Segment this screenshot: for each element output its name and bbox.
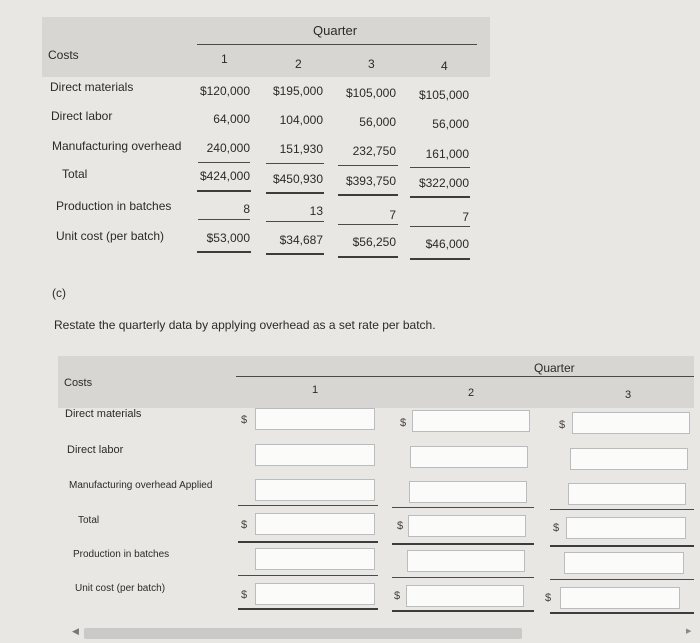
- bottom-quarter-1: 1: [312, 384, 319, 396]
- q1-direct-materials-input[interactable]: [255, 408, 375, 430]
- bottom-costs-label: Costs: [64, 377, 93, 389]
- horizontal-scrollbar[interactable]: [84, 628, 522, 639]
- top-cell: $53,000: [206, 231, 250, 245]
- dollar-sign: $: [545, 592, 552, 604]
- top-cell: $393,750: [345, 174, 396, 188]
- bottom-total-rule: [550, 545, 694, 547]
- q1-production-input[interactable]: [255, 548, 375, 570]
- q3-production-input[interactable]: [564, 552, 684, 574]
- top-cell: 104,000: [279, 113, 323, 127]
- top-total-rule: [410, 196, 470, 198]
- top-cell: 8: [243, 202, 250, 216]
- bottom-row-label-overhead-applied: Manufacturing overhead Applied: [69, 480, 213, 491]
- top-cell: $195,000: [272, 84, 323, 98]
- q1-direct-labor-input[interactable]: [255, 444, 375, 466]
- top-cell: $105,000: [418, 88, 469, 102]
- dollar-sign: $: [241, 589, 248, 601]
- top-quarter-3: 3: [368, 57, 375, 71]
- dollar-sign: $: [241, 414, 248, 426]
- scroll-right-arrow-icon[interactable]: ▶: [686, 628, 692, 635]
- top-costs-label: Costs: [48, 48, 79, 62]
- q3-overhead-applied-input[interactable]: [568, 483, 686, 505]
- q2-total-input[interactable]: [408, 515, 526, 537]
- part-label: (c): [52, 286, 66, 300]
- top-cell: 13: [309, 204, 323, 218]
- top-quarter-rule: [197, 44, 477, 45]
- bottom-unit-cost-rule: [550, 612, 694, 614]
- bottom-subtotal-rule: [238, 505, 378, 506]
- bottom-batch-rule: [392, 577, 534, 578]
- top-unit-cost-rule: [338, 256, 398, 258]
- q2-overhead-applied-input[interactable]: [409, 481, 527, 503]
- bottom-subtotal-rule: [550, 509, 694, 510]
- q2-unit-cost-input[interactable]: [406, 585, 524, 607]
- q3-unit-cost-input[interactable]: [560, 587, 680, 609]
- q2-direct-materials-input[interactable]: [412, 410, 530, 432]
- q1-overhead-applied-input[interactable]: [255, 479, 375, 501]
- top-total-rule: [266, 192, 324, 194]
- bottom-table-header-band: [58, 356, 694, 408]
- dollar-sign: $: [553, 522, 560, 534]
- top-cell: 151,930: [279, 142, 323, 156]
- top-cell: 161,000: [425, 147, 469, 161]
- top-row-label-direct-labor: Direct labor: [51, 109, 113, 123]
- top-subtotal-rule: [338, 165, 398, 166]
- dollar-sign: $: [397, 520, 404, 532]
- instruction-text: Restate the quarterly data by applying overhead as a set rate per batch.: [54, 318, 436, 332]
- bottom-batch-rule: [238, 575, 378, 576]
- q3-total-input[interactable]: [566, 517, 686, 539]
- top-table-header-band: [42, 17, 490, 77]
- q2-direct-labor-input[interactable]: [410, 446, 528, 468]
- bottom-quarter-2: 2: [468, 387, 475, 399]
- top-batch-rule: [338, 224, 398, 225]
- bottom-row-label-direct-labor: Direct labor: [67, 444, 124, 456]
- top-quarter-1: 1: [221, 52, 228, 66]
- bottom-subtotal-rule: [392, 507, 534, 508]
- top-quarter-4: 4: [441, 59, 448, 73]
- top-total-rule: [338, 194, 398, 196]
- q2-production-input[interactable]: [407, 550, 525, 572]
- top-cell: 64,000: [213, 112, 250, 126]
- q1-unit-cost-input[interactable]: [255, 583, 375, 605]
- bottom-row-label-direct-materials: Direct materials: [65, 408, 142, 420]
- top-subtotal-rule: [266, 163, 324, 164]
- bottom-batch-rule: [550, 579, 694, 580]
- bottom-unit-cost-rule: [238, 608, 378, 610]
- top-cell: $34,687: [279, 233, 323, 247]
- bottom-unit-cost-rule: [392, 610, 534, 612]
- q3-direct-labor-input[interactable]: [570, 448, 688, 470]
- top-cell: 56,000: [359, 115, 396, 129]
- bottom-row-label-total: Total: [78, 515, 100, 526]
- top-unit-cost-rule: [266, 253, 324, 255]
- top-quarter-title: Quarter: [313, 23, 358, 38]
- bottom-total-rule: [392, 543, 534, 545]
- top-cell: 56,000: [432, 117, 469, 131]
- bottom-row-label-unit-cost: Unit cost (per batch): [75, 583, 166, 594]
- top-batch-rule: [410, 226, 470, 227]
- bottom-quarter-3: 3: [625, 389, 632, 401]
- top-cell: 240,000: [206, 141, 250, 155]
- dollar-sign: $: [559, 419, 566, 431]
- top-cell: $450,930: [272, 172, 323, 186]
- bottom-total-rule: [238, 541, 378, 543]
- top-cell: $56,250: [352, 235, 396, 249]
- top-cell: $322,000: [418, 176, 469, 190]
- top-cell: 232,750: [352, 144, 396, 158]
- top-subtotal-rule: [410, 167, 470, 168]
- dollar-sign: $: [241, 519, 248, 531]
- top-row-label-production: Production in batches: [56, 199, 172, 213]
- dollar-sign: $: [400, 417, 407, 429]
- bottom-quarter-title: Quarter: [534, 361, 575, 375]
- dollar-sign: $: [394, 590, 401, 602]
- top-unit-cost-rule: [410, 258, 470, 260]
- q3-direct-materials-input[interactable]: [572, 412, 690, 434]
- top-cell: 7: [389, 208, 396, 222]
- top-total-rule: [197, 190, 251, 192]
- top-row-label-manufacturing-overhead: Manufacturing overhead: [52, 139, 182, 153]
- top-cell: $46,000: [425, 237, 469, 251]
- top-cell: $105,000: [345, 86, 396, 100]
- bottom-quarter-rule: [236, 376, 694, 377]
- top-row-label-unit-cost: Unit cost (per batch): [56, 229, 165, 243]
- top-cell: 7: [462, 210, 469, 224]
- bottom-row-label-production: Production in batches: [73, 549, 170, 560]
- q1-total-input[interactable]: [255, 513, 375, 535]
- top-batch-rule: [198, 219, 250, 220]
- top-cell: $424,000: [199, 169, 250, 183]
- top-row-label-total: Total: [62, 167, 88, 181]
- top-unit-cost-rule: [197, 251, 251, 253]
- top-batch-rule: [266, 221, 324, 222]
- top-cell: $120,000: [199, 84, 250, 98]
- top-subtotal-rule: [198, 162, 250, 163]
- top-row-label-direct-materials: Direct materials: [50, 80, 134, 94]
- top-quarter-2: 2: [295, 57, 302, 71]
- scroll-left-arrow-icon[interactable]: ◀: [72, 626, 79, 636]
